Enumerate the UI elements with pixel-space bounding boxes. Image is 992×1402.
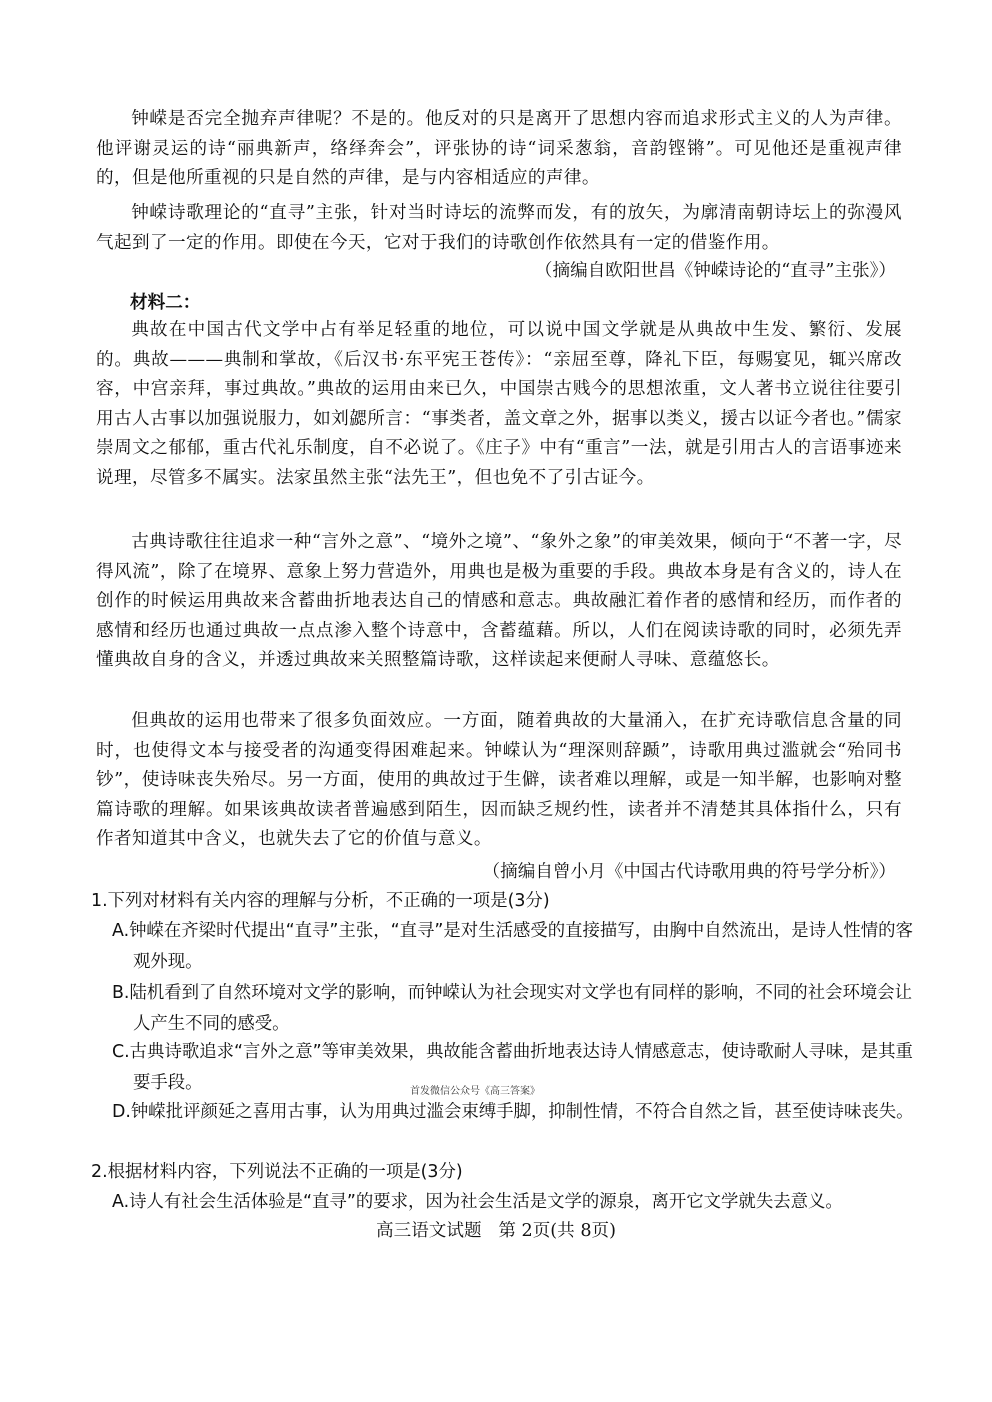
question-1-option-b: B.陆机看到了自然环境对文学的影响，而钟嵘认为社会现实对文学也有同样的影响，不同的社会环境会让人产生不同的感受。 bbox=[112, 983, 913, 1034]
material-two-heading: 材料二： bbox=[130, 292, 201, 313]
question-1-option-a: A.钟嵘在齐梁时代提出“直寻”主张，“直寻”是对生活感受的直接描写，由胸中自然流出，是诗人性情的客观外现。 bbox=[112, 921, 913, 972]
material-two-paragraph: 古典诗歌往往追求一种“言外之意”、“境外之境”、“象外之象”的审美效果，倾向于“不著一字，尽得风流”，除了在境界、意象上努力营造外，用典也是极为重要的手段。典故本身是有含义的，诗人在创作的时候运用典故来含蓄曲折地表达自己的情感和意志。典故融汇着作者的感情和经历，而作者的感情和经历也通过典故一点点渗入整个诗意中，含蓄蕴藉。所以，人们在阅读诗歌的同时，必须先弄懂典故自身的含义，并透过典故来关照整篇诗歌，这样读起来便耐人寻味、意蕴悠长。 bbox=[96, 532, 902, 670]
watermark-text: 首发微信公众号《高三答案》 bbox=[410, 1086, 540, 1097]
material-two-paragraph: 典故在中国古代文学中占有举足轻重的地位，可以说中国文学就是从典故中生发、繁衍、发展的。典故———典制和掌故，《后汉书·东平宪王苍传》：“亲屈至尊，降礼下臣，每赐宴见，辄兴席改容，中宫亲拜，事过典故。”典故的运用由来已久，中国崇古贱今的思想浓重，文人著书立说往往要引用古人古事以加强说服力，如刘勰所言：“事类者，盖文章之外，据事以类义，援古以证今者也。”儒家崇周文之郁郁，重古代礼乐制度，自不必说了。《庄子》中有“重言”一法，就是引用古人的言语事迹来说理，尽管多不属实。法家虽然主张“法先王”，但也免不了引古证今。 bbox=[96, 320, 902, 488]
material-one-paragraph: 钟嵘是否完全抛弃声律呢？不是的。他反对的只是离开了思想内容而追求形式主义的人为声律。他评谢灵运的诗“丽典新声，络绎奔会”，评张协的诗“词采葱翁，音韵铿锵”。可见他还是重视声律的，但是他所重视的只是自然的声律，是与内容相适应的声律。 bbox=[96, 109, 902, 188]
question-2-option-a: A.诗人有社会生活体验是“直寻”的要求，因为社会生活是文学的源泉，离开它文学就失去意义。 bbox=[112, 1192, 843, 1212]
material-one-paragraph: 钟嵘诗歌理论的“直寻”主张，针对当时诗坛的流弊而发，有的放矢，为廓清南朝诗坛上的弥漫风气起到了一定的作用。即使在今天，它对于我们的诗歌创作依然具有一定的借鉴作用。 bbox=[96, 203, 902, 253]
material-one-source: （摘编自欧阳世昌《钟嵘诗论的“直寻”主张》） bbox=[534, 261, 896, 281]
question-1-stem: 1.下列对材料有关内容的理解与分析，不正确的一项是(3分) bbox=[91, 891, 550, 911]
question-2-stem: 2.根据材料内容，下列说法不正确的一项是(3分) bbox=[91, 1162, 463, 1182]
question-1-option-c: C.古典诗歌追求“言外之意”等审美效果，典故能含蓄曲折地表达诗人情感意志，使诗歌耐人寻味，是其重要手段。 bbox=[112, 1042, 913, 1093]
material-two-source: （摘编自曾小月《中国古代诗歌用典的符号学分析》） bbox=[482, 862, 896, 882]
page-footer: 高三语文试题 第 2页(共 8页) bbox=[375, 1221, 617, 1241]
question-1-option-d: D.钟嵘批评颜延之喜用古事，认为用典过滥会束缚手脚，抑制性情，不符合自然之旨，甚至使诗味丧失。 bbox=[112, 1102, 914, 1122]
material-two-paragraph: 但典故的运用也带来了很多负面效应。一方面，随着典故的大量涌入，在扩充诗歌信息含量的同时，也使得文本与接受者的沟通变得困难起来。钟嵘认为“理深则辞踬”，诗歌用典过滥就会“殆同书钞”，使诗味丧失殆尽。另一方面，使用的典故过于生僻，读者难以理解，或是一知半解，也影响对整篇诗歌的理解。如果该典故读者普遍感到陌生，因而缺乏规约性，读者并不清楚其具体指什么，只有作者知道其中含义，也就失去了它的价值与意义。 bbox=[96, 711, 902, 849]
